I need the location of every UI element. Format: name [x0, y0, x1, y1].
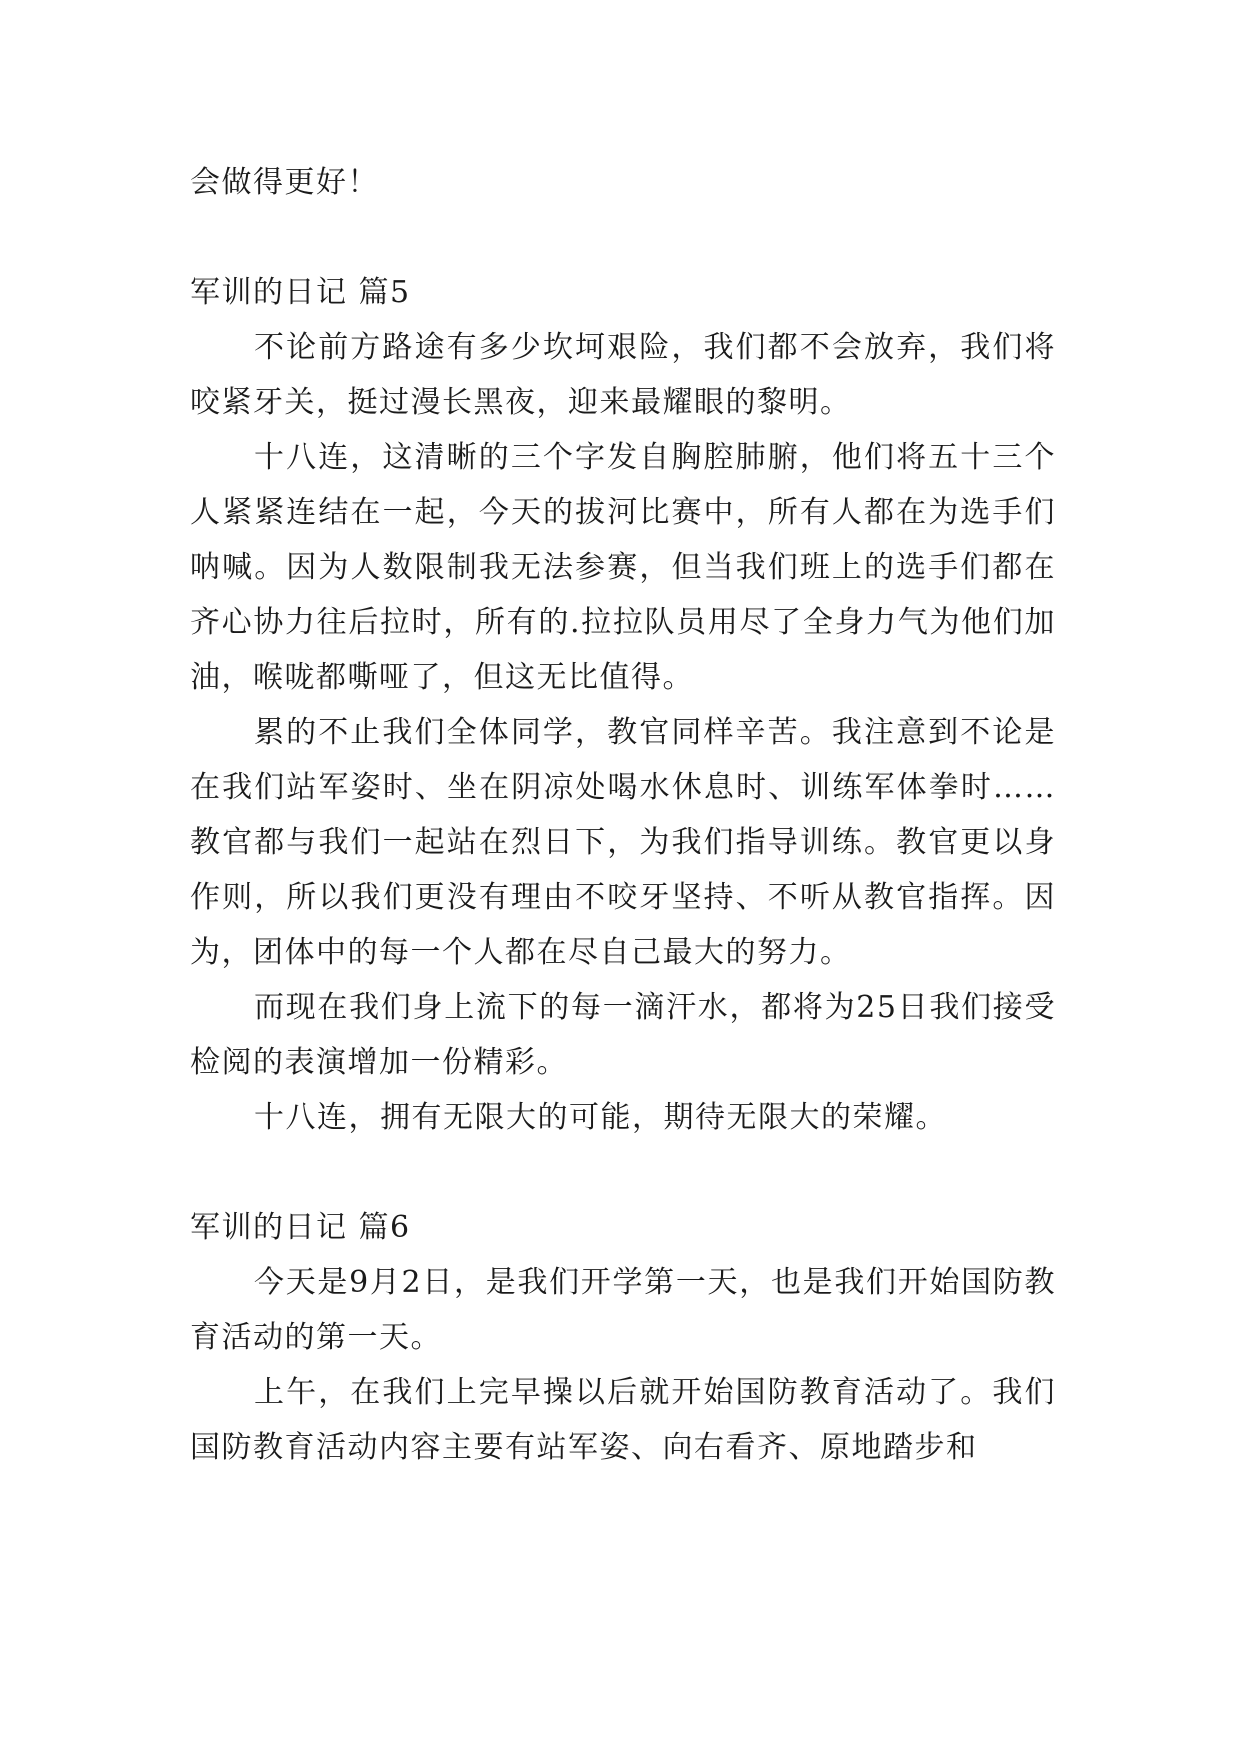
paragraph: 今天是9月2日，是我们开学第一天，也是我们开始国防教育活动的第一天。 — [190, 1265, 1056, 1355]
document-body — [190, 155, 1056, 1475]
continuation-text: 会做得更好！ — [190, 165, 379, 200]
paragraph: 累的不止我们全体同学，教官同样辛苦。我注意到不论是在我们站军姿时、坐在阴凉处喝水休息时、训练军体拳时……教官都与我们一起站在烈日下，为我们指导训练。教官更以身作则，所以我们更没有理由不咬牙坚持、不听从教官指挥。因为，团体中的每一个人都在尽自己最大的努力。 — [190, 715, 1056, 970]
section-6 — [190, 1200, 1056, 1475]
paragraph: 十八连，这清晰的三个字发自胸腔肺腑，他们将五十三个人紧紧连结在一起，今天的拔河比赛中，所有人都在为选手们呐喊。因为人数限制我无法参赛，但当我们班上的选手们都在齐心协力往后拉时，所有的.拉拉队员用尽了全身力气为他们加油，喉咙都嘶哑了，但这无比值得。 — [190, 440, 1056, 695]
section-5 — [190, 265, 1056, 1145]
section-heading: 军训的日记 篇5 — [190, 275, 411, 310]
section-heading: 军训的日记 篇6 — [190, 1210, 411, 1245]
section-spacer — [190, 210, 1056, 265]
paragraph: 不论前方路途有多少坎坷艰险，我们都不会放弃，我们将咬紧牙关，挺过漫长黑夜，迎来最耀眼的黎明。 — [190, 330, 1056, 420]
section-spacer — [190, 1145, 1056, 1200]
paragraph: 而现在我们身上流下的每一滴汗水，都将为25日我们接受检阅的表演增加一份精彩。 — [190, 990, 1056, 1080]
paragraph: 十八连，拥有无限大的可能，期待无限大的荣耀。 — [254, 1100, 947, 1135]
paragraph: 上午，在我们上完早操以后就开始国防教育活动了。我们国防教育活动内容主要有站军姿、向右看齐、原地踏步和 — [190, 1375, 1056, 1465]
